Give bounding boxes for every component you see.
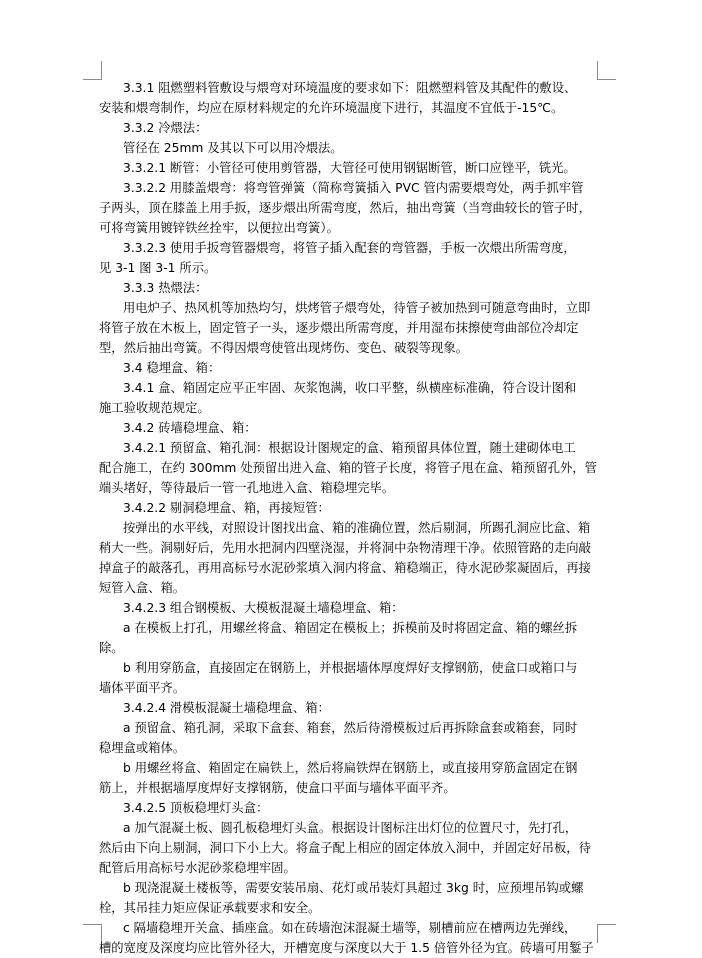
text-line: 3.4.2.4 滑模板混凝土墙稳埋盒、箱： <box>123 701 330 715</box>
text-line: 安装和煨弯制作，均应在原材料规定的允许环境温度下进行，其温度不宜低于-15℃。 <box>99 101 564 115</box>
text-line: 3.4.2.2 剔洞稳埋盒、箱，再接短管： <box>123 501 330 515</box>
text-line: 端头堵好，等待最后一管一孔地进入盒、箱稳埋完毕。 <box>99 481 395 495</box>
text-line: 短管入盒、箱。 <box>99 581 186 595</box>
text-line: 3.3.1 阻燃塑料管敷设与煨弯对环境温度的要求如下：阻燃塑料管及其配件的敷设、 <box>123 81 577 95</box>
text-line: a 加气混凝土板、圆孔板稳埋灯头盒。根据设计图标注出灯位的位置尺寸，先打孔， <box>123 821 578 835</box>
text-line: b 利用穿筋盒，直接固定在钢筋上，并根据墙体厚度焊好支撑钢筋，使盒口或箱口与 <box>123 661 578 675</box>
text-line: 掉盒子的敲落孔，再用高标号水泥砂浆填入洞内将盒、箱稳端正，待水泥砂浆凝固后，再接 <box>99 561 591 575</box>
text-line: 3.3.2 冷煨法： <box>123 121 208 135</box>
text-line: 筋上，并根据墙厚度焊好支撑钢筋，使盒口平面与墙体平面平齐。 <box>99 781 456 795</box>
text-line: 3.4.1 盒、箱固定应平正牢固、灰浆饱满，收口平整，纵横座标准确，符合设计图和 <box>123 381 577 395</box>
text-line: 3.3.2.2 用膝盖煨弯：将弯管弹簧（简称弯簧插入 PVC 管内需要煨弯处，两手抓牢管 <box>123 181 584 195</box>
text-line: 3.4 稳埋盒、箱： <box>123 361 221 375</box>
text-line: 用电炉子、热风机等加热均匀，烘烤管子煨弯处，待管子被加热到可随意弯曲时，立即 <box>123 301 591 315</box>
text-line: 管径在 25mm 及其以下可以用冷煨法。 <box>123 141 343 155</box>
document-body <box>99 78 602 958</box>
text-line: c 隔墙稳埋开关盒、插座盒。如在砖墙泡沫混凝土墙等，剔槽前应在槽两边先弹线， <box>123 921 577 935</box>
text-line: a 预留盒、箱孔洞，采取下盒套、箱套，然后待滑模板过后再拆除盒套或箱套，同时 <box>123 721 578 735</box>
text-line: 除。 <box>99 641 124 655</box>
text-line: 按弹出的水平线，对照设计图找出盒、箱的准确位置，然后剔洞，所踢孔洞应比盒、箱 <box>123 521 591 535</box>
text-line: 然后由下向上剔洞，洞口下小上大。将盒子配上相应的固定体放入洞中，并固定好吊板，待 <box>99 841 591 855</box>
text-line: 栓，其吊挂力矩应保证承载要求和安全。 <box>99 901 321 915</box>
text-line: 3.3.2.3 使用手扳弯管器煨弯，将管子插入配套的弯管器，手板一次煨出所需弯度， <box>123 241 576 255</box>
text-line: 见 3-1 图 3-1 所示。 <box>99 261 217 275</box>
text-line: 槽的宽度及深度均应比管外径大，开槽宽度与深度以大于 1.5 倍管外径为宜。砖墙可用錾子 <box>99 941 594 955</box>
text-line: 3.4.2 砖墙稳埋盒、箱： <box>123 421 257 435</box>
text-line: b 现浇混凝土楼板等，需要安装吊扇、花灯或吊装灯具超过 3kg 时，应预埋吊钩或螺 <box>123 881 584 895</box>
text-line: 稳埋盒或箱体。 <box>99 741 186 755</box>
text-line: 型，然后抽出弯簧。不得因煨弯使管出现烤伤、变色、破裂等现象。 <box>99 341 468 355</box>
text-line: 3.4.2.3 组合钢模板、大模板混凝土墙稳埋盒、箱： <box>123 601 404 615</box>
text-line: 配管后用高标号水泥砂浆稳埋牢固。 <box>99 861 296 875</box>
text-line: a 在模板上打孔，用螺丝将盒、箱固定在模板上；拆模前及时将固定盒、箱的螺丝拆 <box>123 621 578 635</box>
text-line: 可将弯簧用镀锌铁丝拴牢，以便拉出弯簧）。 <box>99 221 339 235</box>
text-line: 3.3.3 热煨法： <box>123 281 208 295</box>
text-line: b 用螺丝将盒、箱固定在扁铁上，然后将扁铁焊在钢筋上，或直接用穿筋盒固定在钢 <box>123 761 578 775</box>
text-line: 子两头，顶在膝盖上用手扳，逐步煨出所需弯度，然后，抽出弯簧（当弯曲较长的管子时， <box>99 201 591 215</box>
text-line: 配合施工，在约 300mm 处预留出进入盒、箱的管子长度，将管子甩在盒、箱预留孔外，管 <box>99 461 597 475</box>
text-line: 将管子放在木板上，固定管子一头，逐步煨出所需弯度，并用湿布抹擦使弯曲部位冷却定 <box>99 321 579 335</box>
text-line: 3.4.2.5 顶板稳埋灯头盒： <box>123 801 269 815</box>
text-line: 施工验收规范规定。 <box>99 401 210 415</box>
text-line: 稍大一些。洞剔好后，先用水把洞内四壁浇湿，并将洞中杂物清理干净。依照管路的走向敲 <box>99 541 591 555</box>
text-line: 3.4.2.1 预留盒、箱孔洞：根据设计图规定的盒、箱预留具体位置，随土建砌体电工 <box>123 441 576 455</box>
text-line: 墙体平面平齐。 <box>99 681 186 695</box>
text-line: 3.3.2.1 断管：小管径可使用剪管器，大管径可使用钢锯断管，断口应锉平，铣光。 <box>123 161 576 175</box>
